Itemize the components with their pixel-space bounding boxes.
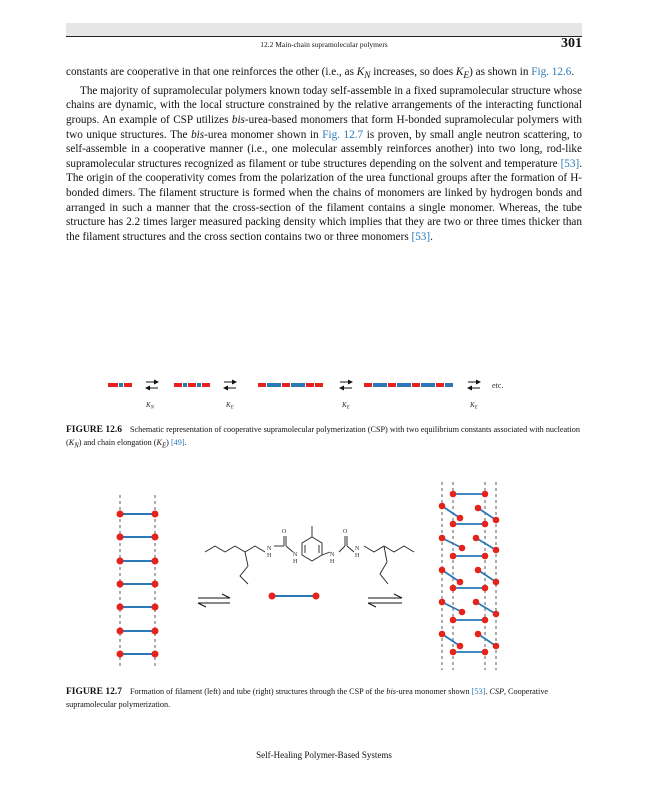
hydrogen-label-3: H	[330, 559, 335, 565]
hydrogen-label-2: H	[293, 559, 298, 565]
figure-12-6-schematic	[90, 365, 560, 415]
oxygen-label-2: O	[343, 529, 348, 535]
bis-urea-monomer-structure	[205, 526, 414, 584]
citation-53-link-3[interactable]: [53]	[471, 687, 486, 696]
header-rule	[66, 36, 582, 37]
hydrogen-label-4: H	[355, 553, 360, 559]
svg-text:KN: $K_N$	[146, 401, 155, 411]
k-label-1: K	[146, 401, 151, 409]
citation-53-link[interactable]: [53]	[560, 157, 580, 170]
figure-12-7-diagram	[90, 480, 560, 675]
fig-12-6-link[interactable]: Fig. 12.6	[531, 66, 572, 78]
citation-49-link[interactable]: [49]	[170, 437, 185, 447]
paragraph-2: The majority of supramolecular polymers known today self-assemble in a fixed supramolecular structure whose chains are dynamic, with the local structure constrained by the relative arrangements of the interacting functional groups. An example of CSP utilizes bis-urea-based monomers that form H-bonded supramolecular polymers with two unique structures. The bis-urea monomer shown in Fig. 12.7 is proven, by small angle neutron scattering, to self-assemble in a cooperative manner (i.e., one molecular assembly reinforces another) into two long, rod-like supramolecular structures recognized as filament or tube structures depending on the solvent and temperature [53]. The origin of the cooperativity comes from the polarization of the urea functional groups after the formation of H-bonded dimers. The filament structure is formed when the chains of monomers are linked by hydrogen bonds and arranged in such a manner that the cross-section of the filament contains a single monomer. Whereas, the tube structure has 2.2 times larger measured packing density which implies that they are two or three times thicker than the filament structures and the cross section contains two or three monomers [53].	[66, 84, 582, 243]
etc-label: etc.	[492, 381, 504, 390]
svg-text:KE: $K_E$	[470, 401, 478, 411]
tube-structure	[439, 482, 500, 670]
nitrogen-label-4: N	[355, 546, 360, 552]
svg-text:KE: $K_E$	[342, 401, 350, 411]
header-bar	[66, 23, 582, 36]
svg-text:KE: $K_E$	[226, 401, 234, 411]
single-monomer-unit	[269, 593, 320, 600]
oxygen-label-1: O	[282, 529, 287, 535]
figure-12-7-caption: FIGURE 12.7 Formation of filament (left) and tube (right) structures through the CSP of the bis-urea monomer shown [53]. CSP, Cooperative supramolecular polymerization.	[66, 687, 549, 709]
k-label-2: K	[226, 401, 231, 409]
equilibrium-arrows-left	[198, 594, 230, 607]
nitrogen-label-2: N	[293, 552, 298, 558]
nitrogen-label-3: N	[330, 552, 335, 558]
footer-book-title: Self-Healing Polymer-Based Systems	[256, 750, 392, 760]
figure-12-6-caption: FIGURE 12.6 Schematic representation of cooperative supramolecular polymerization (CSP) with two equilibrium constants associated with nucleation $(K_N)$ and chain elongation $(K_E)$ [49].	[66, 425, 580, 450]
equilibrium-arrows-right	[368, 594, 402, 607]
hydrogen-label-1: H	[267, 553, 272, 559]
k-label-3: K	[342, 401, 347, 409]
page-number: 301	[561, 36, 582, 51]
nitrogen-label-1: N	[267, 546, 272, 552]
filament-structure	[117, 495, 159, 668]
k-label-4: K	[470, 401, 475, 409]
body-text	[66, 65, 582, 244]
running-head: 12.2 Main-chain supramolecular polymers	[260, 40, 388, 49]
paragraph-1: constants are cooperative in that one reinforces the other (i.e., as $K_N$ increases, so does $K_E$) as shown in Fig. 12.6.	[66, 66, 575, 82]
fig-12-7-link[interactable]: Fig. 12.7	[322, 128, 364, 141]
citation-53-link-2[interactable]: [53]	[411, 230, 431, 243]
